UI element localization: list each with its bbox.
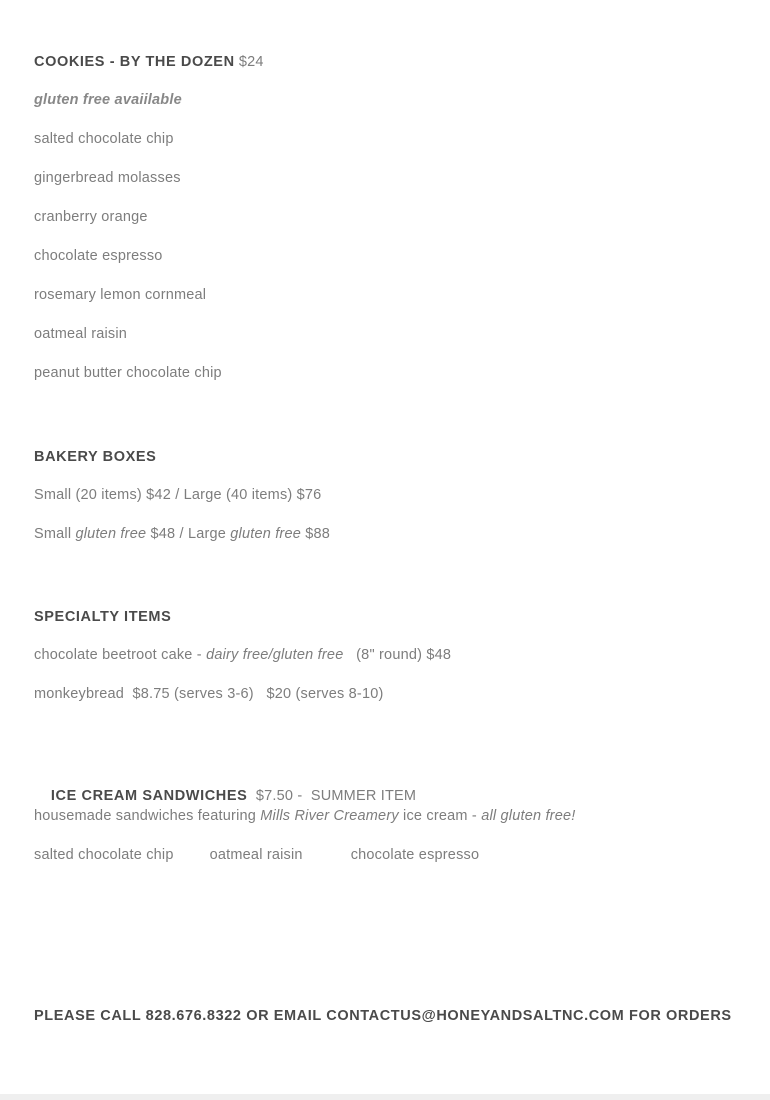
ice-cream-flavor: oatmeal raisin bbox=[209, 847, 303, 863]
ice-cream-gluten-free-note: all gluten free! bbox=[481, 808, 576, 824]
ice-cream-price: $7.50 - SUMMER ITEM bbox=[247, 788, 417, 804]
bakery-boxes-gluten-free-pricing bbox=[34, 525, 330, 543]
bakery-boxes-pricing: Small (20 items) $42 / Large (40 items) $76 bbox=[34, 487, 322, 503]
cookie-item: gingerbread molasses bbox=[34, 170, 181, 186]
specialty-item-text: (8" round) $48 bbox=[343, 647, 452, 663]
ice-cream-desc-text: housemade sandwiches featuring bbox=[34, 808, 261, 824]
bakery-gf-text: $48 / Large bbox=[146, 526, 231, 542]
cookie-item: cranberry orange bbox=[34, 209, 148, 225]
cookies-heading-line bbox=[34, 53, 264, 71]
specialty-item-diet-note: dairy free/gluten free bbox=[206, 647, 344, 663]
cookie-item: chocolate espresso bbox=[34, 248, 163, 264]
specialty-item-beetroot-cake bbox=[34, 646, 451, 664]
bakery-gf-label: gluten free bbox=[75, 526, 147, 542]
bakery-gf-text: Small bbox=[34, 526, 76, 542]
bakery-gf-text: $88 bbox=[301, 526, 331, 542]
cookie-item: oatmeal raisin bbox=[34, 326, 128, 342]
footer-divider bbox=[0, 1094, 770, 1100]
bakery-gf-label: gluten free bbox=[230, 526, 301, 542]
specialty-item-text: chocolate beetroot cake - bbox=[34, 647, 207, 663]
specialty-heading: SPECIALTY ITEMS bbox=[34, 609, 172, 625]
specialty-item-monkeybread: monkeybread $8.75 (serves 3-6) $20 (serves 8-10) bbox=[34, 686, 384, 702]
cookies-price: $24 bbox=[234, 54, 264, 70]
cookie-item: salted chocolate chip bbox=[34, 131, 174, 147]
ice-cream-flavor: salted chocolate chip bbox=[34, 847, 174, 863]
ice-cream-creamery: Mills River Creamery bbox=[260, 808, 399, 824]
ice-cream-heading: ICE CREAM SANDWICHES bbox=[50, 788, 248, 804]
cookie-item: rosemary lemon cornmeal bbox=[34, 287, 207, 303]
order-contact-cta: PLEASE CALL 828.676.8322 OR EMAIL CONTACTUS@HONEYANDSALTNC.COM FOR ORDERS bbox=[34, 1008, 732, 1024]
bakery-boxes-heading: BAKERY BOXES bbox=[34, 449, 157, 465]
cookies-gluten-free-note: gluten free avaiilable bbox=[34, 92, 182, 108]
ice-cream-description bbox=[34, 807, 575, 825]
cookie-item: peanut butter chocolate chip bbox=[34, 365, 222, 381]
cookies-heading: COOKIES - BY THE DOZEN bbox=[34, 54, 235, 70]
ice-cream-flavors bbox=[34, 846, 479, 864]
ice-cream-flavor: chocolate espresso bbox=[350, 847, 480, 863]
ice-cream-desc-text: ice cream - bbox=[398, 808, 482, 824]
